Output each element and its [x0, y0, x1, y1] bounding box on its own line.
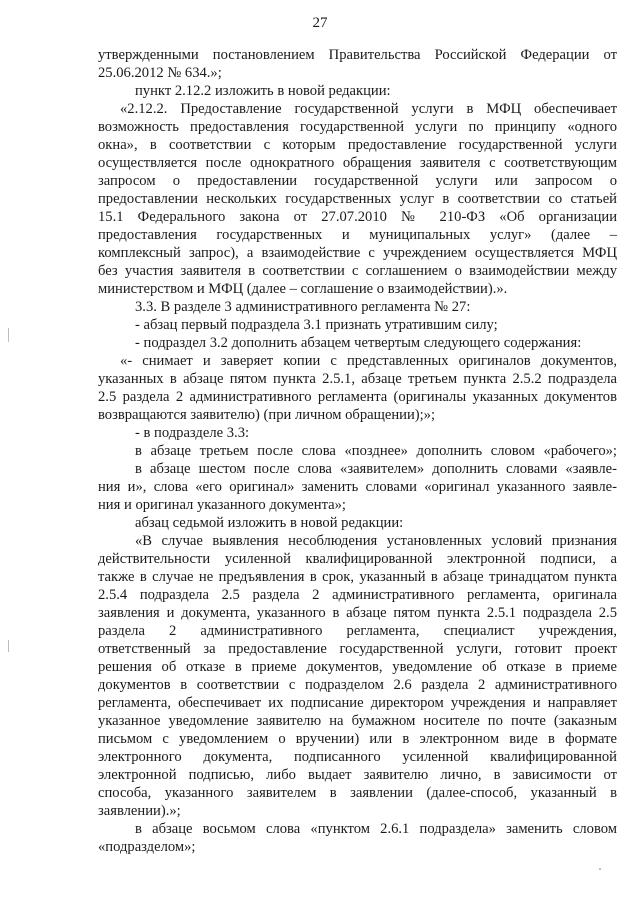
text-line: ния и», слова «его оригинал» заменить словами «оригинал указанного заявле-	[98, 479, 617, 495]
text-line: указанное уведомление заявителю на бумажном носителе по почте (заказным	[98, 713, 617, 729]
text-line: «подразделом»;	[98, 839, 196, 855]
scan-mark	[599, 868, 601, 870]
text-line: «2.12.2. Предоставление государственной услуги в МФЦ обеспечивает	[120, 101, 617, 117]
text-line: раздела 2 административного регламента, специалист учреждения,	[98, 623, 617, 639]
page-number: 27	[312, 15, 328, 31]
text-line: возможность предоставления государственной услуги по принципу «одного	[98, 119, 617, 135]
text-line: 25.06.2012 № 634.»;	[98, 65, 222, 81]
text-line: документов в соответствии с подразделом 2.6 раздела 2 административного	[98, 677, 617, 693]
text-line: 15.1 Федерального закона от 27.07.2010 № 210-ФЗ «Об организации	[98, 209, 617, 225]
text-line: письмом с уведомлением о вручении) или в электронном виде в формате	[98, 731, 617, 747]
text-line: утвержденными постановлением Правительства Российской Федерации от	[98, 47, 617, 63]
text-line: регламента, обеспечивает их подписание директором учреждения и направляет	[98, 695, 617, 711]
text-line: также в случае не предъявления в срок, указанный в абзаце тринадцатом пункта	[98, 569, 617, 585]
text-line: предоставлении нескольких государственных услуг в соответствии со статьей	[98, 191, 617, 207]
text-line: абзац седьмой изложить в новой редакции:	[135, 515, 404, 531]
text-line: окна», в соответствии с которым предоставление государственной услуги	[98, 137, 617, 153]
text-line: действительности усиленной квалифицированной электронной подписи, а	[98, 551, 617, 567]
text-line: заявления и документа, указанного в абзаце пятом пункта 2.5.1 подраздела 2.5	[98, 605, 617, 621]
text-line: предоставления государственных и муниципальных услуг» (далее –	[98, 227, 617, 243]
text-line: способа, указанного заявителем в заявлении (далее-способ, указанный в	[98, 785, 617, 801]
text-line: 2.5 раздела 2 административного регламента (оригиналы указанных документов	[98, 389, 617, 405]
scan-mark	[8, 640, 9, 652]
text-line: указанных в абзаце пятом пункта 2.5.1, абзаце третьем пункта 2.5.2 подраздела	[98, 371, 617, 387]
text-line: пункт 2.12.2 изложить в новой редакции:	[135, 83, 391, 99]
text-line: заявлении).»;	[98, 803, 181, 819]
text-line: «- снимает и заверяет копии с представленных оригиналов документов,	[120, 353, 617, 369]
text-line: возвращаются заявителю) (при личном обращении);»;	[98, 407, 436, 423]
text-line: - в подразделе 3.3:	[135, 425, 250, 441]
text-line: ния и оригинал указанного документа»;	[98, 497, 346, 513]
text-line: без участия заявителя в соответствии с соглашением о взаимодействии между	[98, 263, 617, 279]
text-line: 2.5.4 подраздела 2.5 раздела 2 административного регламента, оригинала	[98, 587, 617, 603]
text-line: - абзац первый подраздела 3.1 признать утратившим силу;	[135, 317, 498, 333]
text-line: электронного документа, подписанного усиленной квалифицированной	[98, 749, 617, 765]
text-line: ответственный за предоставление государственной услуги, готовит проект	[98, 641, 617, 657]
scan-mark	[8, 328, 9, 342]
text-line: в абзаце шестом после слова «заявителем» дополнить словами «заявле-	[135, 461, 617, 477]
text-line: министерством и МФЦ (далее – соглашение о взаимодействии).».	[98, 281, 508, 297]
text-line: «В случае выявления несоблюдения установленных условий признания	[135, 533, 617, 549]
text-line: в абзаце третьем после слова «позднее» дополнить словом «рабочего»;	[135, 443, 617, 459]
text-line: - подраздел 3.2 дополнить абзацем четвертым следующего содержания:	[135, 335, 582, 351]
text-line: запросом о предоставлении государственной услуги или запросом о	[98, 173, 617, 189]
text-line: осуществляется после однократного обращения заявителя с соответствующим	[98, 155, 617, 171]
text-line: в абзаце восьмом слова «пунктом 2.6.1 подраздела» заменить словом	[135, 821, 617, 837]
text-line: решения об отказе в приеме документов, уведомление об отказе в приеме	[98, 659, 617, 675]
text-line: комплексный запрос), а взаимодействие с учреждением осуществляется МФЦ	[98, 245, 617, 261]
text-line: электронной подписью, либо выдает заявителю лично, в зависимости от	[98, 767, 617, 783]
text-line: 3.3. В разделе 3 административного регламента № 27:	[135, 299, 471, 315]
